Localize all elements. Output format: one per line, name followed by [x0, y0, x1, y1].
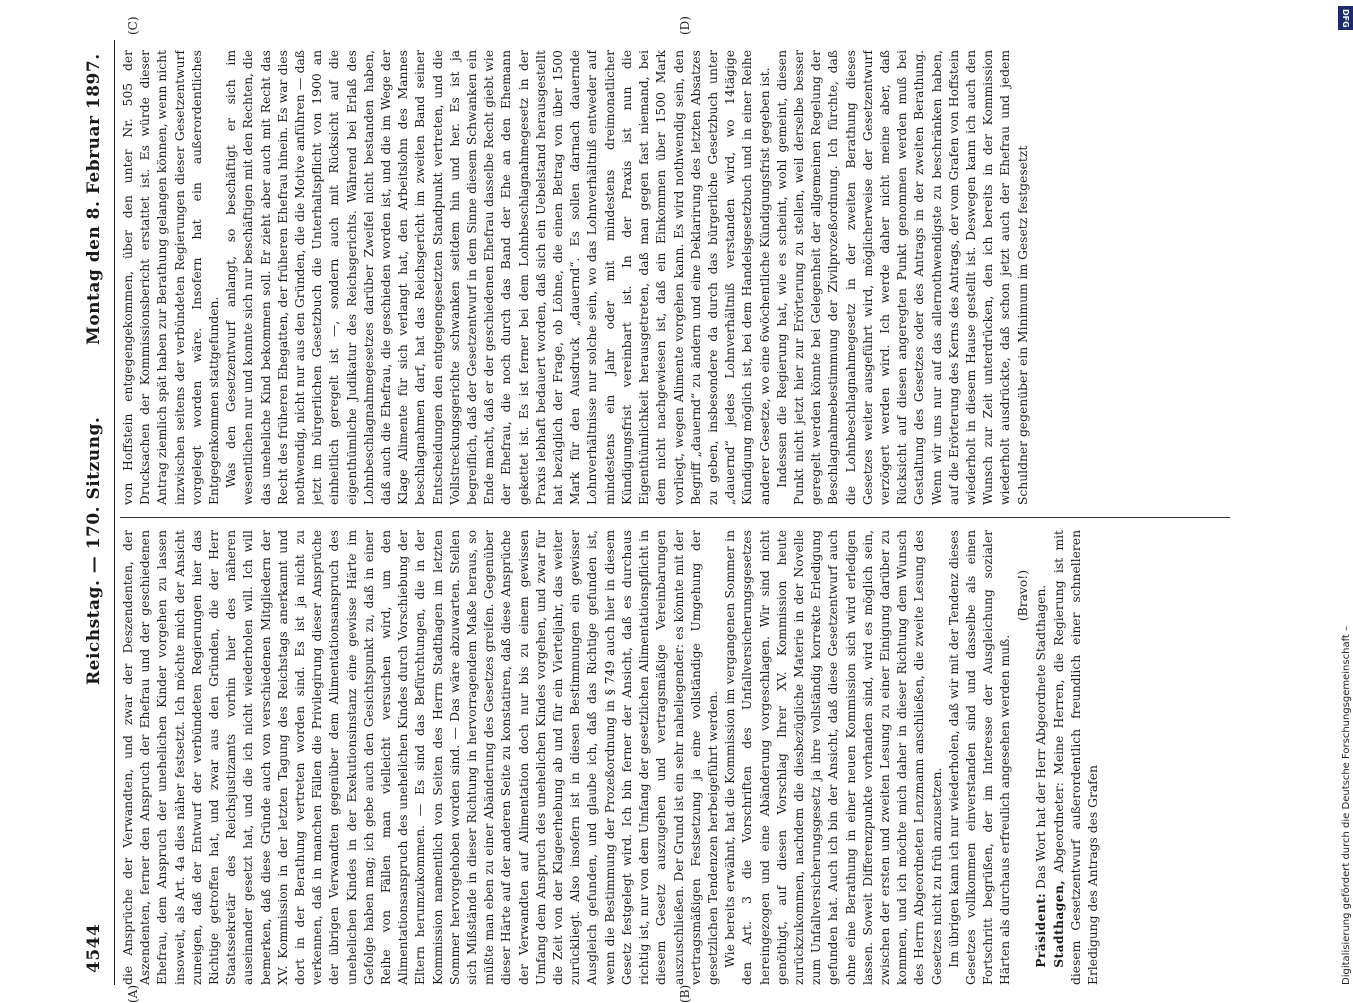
- paragraph: Im übrigen kann ich nur wiederholen, daß wir mit der Tendenz dieses Gesetzes vollkommen einverstanden sind und dasselbe als einen Fortschritt begrüßen, der im Interesse der Ausgleichung sozialer Härten als durchaus erfreulich angesehen werden muß.: [946, 530, 1013, 985]
- left-text-column: [120, 530, 1230, 985]
- dfg-logo: DFG: [1338, 6, 1353, 30]
- column-divider: [120, 517, 1230, 518]
- session-title: Reichstag. — 170. Sitzung.: [84, 416, 104, 685]
- paragraph: Wie bereits erwähnt, hat die Kommission im vergangenen Sommer in den Art. 3 die Vorschriften des Unfallversicherungsgesetzes hereingezogen und eine Abänderung vorgeschlagen. Wir sind nicht genöthigt, auf diesen Vorschlag Ihrer XV. Kommission heute zurückzukommen, nachdem die diesbezügliche Materie in der Novelle zum Unfallversicherungsgesetz ja ihre vollständig korrekte Erledigung gefunden hat. Auch ich bin der Ansicht, daß diese Gesetzentwurf auch ohne eine Berathung in einer neuen Kommission sich wird erledigen lassen. Soweit Differenzpunkte vorhanden sind, wird es möglich sein, zwischen der ersten und zweiten Lesung zu einer Einigung darüber zu kommen, und ich möchte mich daher in dieser Richtung dem Wunsch des Herrn Abgeordneten Lenzmann anschließen, die zweite Lesung des Gesetzes nicht zu früh anzusetzen.: [723, 530, 944, 985]
- session-date: Montag den 8. Februar 1897.: [84, 53, 104, 345]
- digitization-credit: Digitalisierung gefördert durch die Deutsche Forschungsgemeinschaft –: [1341, 625, 1352, 985]
- page-number: 4544: [84, 923, 104, 973]
- margin-marker-c: (C): [126, 16, 140, 35]
- paragraph: Was den Gesetzentwurf anlangt, so beschäftigt er sich im wesentlichen nur und konnte sich nur beschäftigen mit den Rechten, die das uneheliche Kind bekommen soll. Er zieht aber auch mit Recht das Recht des früheren Ehegatten, der früheren Ehefrau hinein. Es war dies nothwendig, nicht nur aus den Gründen, die die Motive anführen — daß jetzt im bürgerlichen Gesetzbuch die Unterhaltspflicht von 1900 an einheitlich geregelt ist —, sondern auch mit Rücksicht auf die eigenthümliche Judikatur des Reichsgerichts. Während bei Erlaß des Lohnbeschlagnahmegesetzes darüber Zweifel nicht bestanden haben, daß auch die Ehefrau, die geschieden worden ist, und die im Wege der Klage Alimente für sich verlangt hat, den Arbeitslohn des Mannes beschlagnahmen darf, hat das Reichsgericht im zweiten Band seiner Entscheidungen den entgegengesetzten Standpunkt vertreten, und die Vollstreckungsgerichte schwanken seitdem hin und her. Es ist ja begreiflich, daß der Gesetzentwurf in dem Sinne diesem Schwanken ein Ende macht, daß er der geschiedenen Ehefrau dasselbe Recht giebt wie der Ehefrau, die noch durch das Band der Ehe an den Ehemann gekettet ist. Es ist ferner bei dem Lohnbeschlagnahmegesetz in der Praxis lebhaft bedauert worden, daß sich ein Uebelstand herausgestellt hat bezüglich der Frage, ob Löhne, die einen Betrag von über 1500 Mark für den Ausdruck „dauernd“. Es sollen darnach dauernde Lohnverhältnisse nur solche sein, wo das Lohnverhältniß entweder auf mindestens ein Jahr oder mit mindestens dreimonatlicher Kündigungsfrist vereinbart ist. In der Praxis ist nun die Eigenthümlichkeit herausgetreten, daß man gegen fast niemand, bei dem nicht nachgewiesen ist, daß ein Einkommen über 1500 Mark vorliegt, wegen Alimente vorgehen kann. Es wird nothwendig sein, den Begriff „dauernd“ zu ändern und eine Deklarirung des letzten Absatzes zu geben, insbesondere da durch das bürgerliche Gesetzbuch unter „dauernd“ jedes Lohnverhältniß verstanden wird, wo 14tägige Kündigung möglich ist, bei dem Handelsgesetzbuch und in einer Reihe anderer Gesetze, wo eine 6wöchentliche Kündigungsfrist gegeben ist.: [224, 50, 772, 505]
- interjection: (Bravo!): [1015, 570, 1030, 622]
- speaker-label: Präsident:: [1032, 892, 1048, 968]
- right-text-column: [120, 50, 1230, 505]
- speech-text: Abgeordneter: Meine Herren, die Regierung ist mit diesem Gesetzentwurf außerordentlich freundlich einer schnelleren Erledigung des Antrags des Grafen: [1051, 530, 1101, 985]
- page-header: [78, 40, 115, 985]
- rotated-newspaper-page: [78, 16, 1268, 1003]
- speech-start: [1050, 530, 1103, 985]
- margin-marker-b: (B): [678, 984, 692, 1003]
- paragraph: von Hoffstein entgegengekommen, über den unter Nr. 505 der Drucksachen der Kommissionsbericht erstattet ist. Es würde dieser Antrag ziemlich spät haben zur Berathung gelangen können, wenn nicht inzwischen seitens der verbündeten Regierungen dieser Gesetzentwurf vorgelegt worden wäre. Insofern hat ein außerordentliches Entgegenkommen stattgefunden.: [121, 50, 222, 505]
- president-remark: [1032, 530, 1050, 985]
- margin-marker-a: (A): [126, 984, 140, 1003]
- paragraph: die Ansprüche der Verwandten, und zwar der Deszendenten, der Aszendenten, ferner den Anspruch der Ehefrau und der geschiedenen Ehefrau, dem Anspruch der unehelichen Kinder vorgehen zu lassen insoweit, als Art. 4a dies näher festsetzt. Ich möchte mich der Ansicht zuneigen, daß der Entwurf der verbündeten Regierungen hier das Richtige getroffen hat, und zwar aus den Gründen, die der Herr Staatssekretär des Reichsjustizamts vorhin hier des näheren auseinander gesetzt hat, und die ich nicht wiederholen will. Ich will bemerken, daß diese Gründe auch von verschiedenen Mitgliedern der XV. Kommission in der letzten Tagung des Reichstags anerkannt und dort in der Berathung vertreten worden sind. Es ist ja nicht zu verkennen, daß in manchen Fällen die Privilegirung dieser Ansprüche der übrigen Verwandten gegenüber dem Alimentationsanspruch des unehelichen Kindes in der Exekutionsinstanz eine gewisse Härte im Gefolge haben mag; ich gebe auch den Gesichtspunkt zu, daß in einer Reihe von Fällen man vielleicht versuchen wird, um den Alimentationsanspruch des unehelichen Kindes durch Vorschiebung der Eltern herumzukommen. — Es sind das Befürchtungen, die in der Kommission namentlich von Seiten des Herrn Stadthagen im letzten Sommer hervorgehoben worden sind. — Das wäre abzuwarten. Stellen sich Mißstände in dieser Richtung in hervorragendem Maße heraus, so müßte man eben zu einer Abänderung des Gesetzes greifen. Gegenüber dieser Härte auf der anderen Seite zu konstatiren, daß diese Ansprüche der Verwandten auf Alimentation doch nur bis zu einem gewissen Umfang dem Anspruch des unehelichen Kindes vorgehen, und zwar für die Zeit von der Klageerhebung ab und für ein Vierteljahr, das weiter zurückliegt. Also insofern ist in diesen Bestimmungen ein gewisser Ausgleich gefunden, und glaube ich, daß das Richtige gefunden ist, wenn die Bestimmung der Prozeßordnung in § 749 auch hier in diesem Gesetz festgelegt wird. Ich bin ferner der Ansicht, daß es durchaus richtig ist, nur von dem Umfang der gesetzlichen Alimentationspflicht in diesem Gesetz auszugehen und vertragsmäßige Vereinbarungen auszuschließen. Der Grund ist ein sehr naheliegender: es könnte mit der vertragsmäßigen Festsetzung ja eine vollständige Umgehung der gesetzlichen Tendenzen herbeigeführt werden.: [121, 530, 720, 985]
- paragraph: Indessen die Regierung hat, wie es scheint, wohl gemeint, diesen Punkt nicht jetzt hier zur Erörterung zu stellen, weil derselbe besser geregelt werden könnte bei Gelegenheit der allgemeinen Regelung der Beschlagnahmebestimmung der Zivilprozeßordnung. Ich fürchte, daß die Lohnbeschlagnahmegesetz in der zweiten Berathung dieses Gesetzes weiter ausgeführt wird, möglicherweise der Gesetzentwurf verzögert werden wird. Ich werde daher nicht meine aber, daß Rücksicht auf diesen angeregten Punkt genommen werden muß bei Gestaltung des Gesetzes oder des Antrags in der zweiten Berathung. Wenn wir uns nur auf das allernothwendigste zu beschränken haben, auf die Erörterung des Kerns des Antrags, der vom Grafen von Hoffstein wiederholt in diesem Hause gestellt ist. Deswegen kann ich auch den Wunsch zur Zeit unterdrücken, den ich bereits in der Kommission wiederholt ausdrückte, daß schon jetzt auch der Ehefrau und jedem Schuldner gegenüber ein Minimum im Gesetz festgesetzt: [774, 50, 1030, 505]
- remark-text: Das Wort hat der Herr Abgeordnete Stadthagen.: [1033, 584, 1048, 889]
- margin-marker-d: (D): [678, 16, 692, 35]
- speaker-label: Stadthagen,: [1050, 880, 1066, 968]
